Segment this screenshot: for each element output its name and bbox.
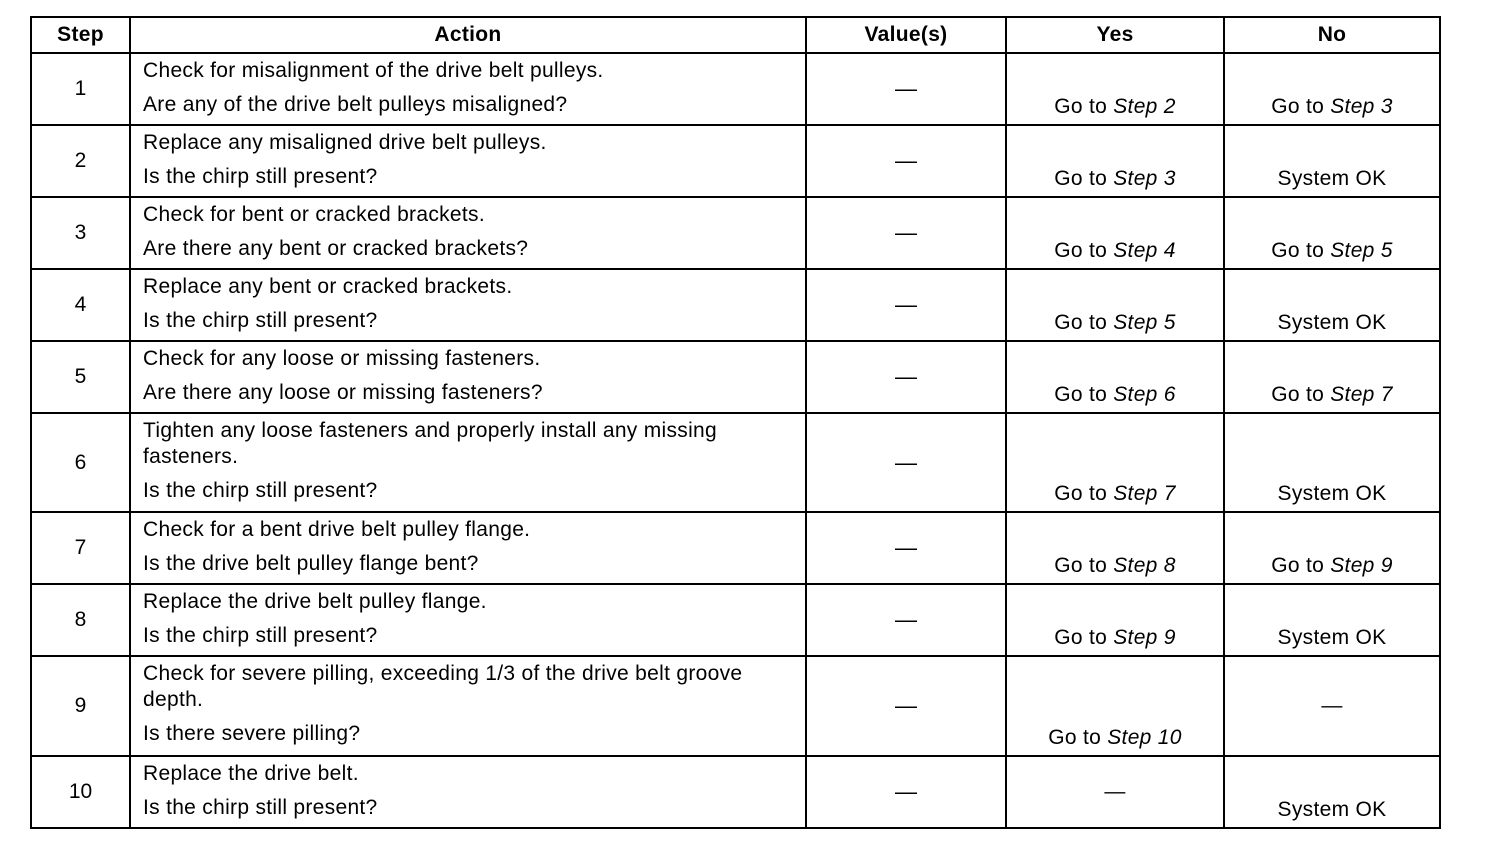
action-check: Check for bent or cracked brackets. xyxy=(143,203,485,226)
table-row xyxy=(31,584,1440,656)
yes-prefix: Go to xyxy=(1054,311,1108,334)
action-cell xyxy=(130,656,806,756)
yes-step-link: Step 4 xyxy=(1113,239,1176,262)
table-row xyxy=(31,413,1440,512)
header-action: Action xyxy=(130,17,806,53)
action-check: Replace any bent or cracked brackets. xyxy=(143,275,513,298)
value-cell: — xyxy=(806,341,1006,413)
table-row xyxy=(31,512,1440,584)
value-cell: — xyxy=(806,269,1006,341)
action-check: Check for any loose or missing fasteners. xyxy=(143,347,541,370)
action-cell xyxy=(130,512,806,584)
action-question: Are there any loose or missing fasteners? xyxy=(143,381,543,404)
yes-step-link: Step 10 xyxy=(1107,726,1182,749)
no-cell: System OK xyxy=(1224,413,1440,512)
value-cell: — xyxy=(806,53,1006,125)
action-question: Is the chirp still present? xyxy=(143,309,378,332)
yes-cell xyxy=(1006,656,1224,756)
yes-step-link: Step 9 xyxy=(1113,626,1176,649)
action-check: Replace the drive belt. xyxy=(143,762,359,785)
yes-cell xyxy=(1006,584,1224,656)
action-cell xyxy=(130,584,806,656)
table-row xyxy=(31,197,1440,269)
yes-step-link: Step 5 xyxy=(1113,311,1176,334)
action-cell xyxy=(130,756,806,828)
action-question: Is the chirp still present? xyxy=(143,479,378,502)
no-cell xyxy=(1224,512,1440,584)
header-values: Value(s) xyxy=(806,17,1006,53)
yes-prefix: Go to xyxy=(1054,167,1108,190)
action-check: Replace any misaligned drive belt pulleys. xyxy=(143,131,547,154)
action-check: Check for a bent drive belt pulley flange. xyxy=(143,518,531,541)
no-step-link: Step 9 xyxy=(1330,554,1393,577)
no-step-link: Step 3 xyxy=(1330,95,1393,118)
no-step-link: Step 7 xyxy=(1330,383,1393,406)
table-row xyxy=(31,341,1440,413)
no-cell: — xyxy=(1224,656,1440,756)
action-cell xyxy=(130,197,806,269)
yes-cell xyxy=(1006,53,1224,125)
yes-prefix: Go to xyxy=(1054,95,1108,118)
action-check: Replace the drive belt pulley flange. xyxy=(143,590,487,613)
value-cell: — xyxy=(806,197,1006,269)
no-cell: System OK xyxy=(1224,584,1440,656)
value-cell: — xyxy=(806,512,1006,584)
action-cell xyxy=(130,413,806,512)
yes-prefix: Go to xyxy=(1054,626,1108,649)
yes-cell xyxy=(1006,413,1224,512)
action-question: Are any of the drive belt pulleys misaligned? xyxy=(143,93,568,116)
header-yes: Yes xyxy=(1006,17,1224,53)
action-question: Are there any bent or cracked brackets? xyxy=(143,237,529,260)
step-number: 5 xyxy=(31,341,130,413)
yes-prefix: Go to xyxy=(1054,383,1108,406)
no-step-link: Step 5 xyxy=(1330,239,1393,262)
value-cell: — xyxy=(806,656,1006,756)
yes-step-link: Step 7 xyxy=(1113,482,1176,505)
no-cell xyxy=(1224,53,1440,125)
value-cell: — xyxy=(806,584,1006,656)
header-row xyxy=(31,17,1440,53)
yes-cell xyxy=(1006,197,1224,269)
step-number: 6 xyxy=(31,413,130,512)
header-no: No xyxy=(1224,17,1440,53)
header-step: Step xyxy=(31,17,130,53)
step-number: 2 xyxy=(31,125,130,197)
yes-prefix: Go to xyxy=(1048,726,1102,749)
step-number: 4 xyxy=(31,269,130,341)
yes-step-link: Step 6 xyxy=(1113,383,1176,406)
step-number: 3 xyxy=(31,197,130,269)
no-prefix: Go to xyxy=(1271,239,1325,262)
yes-prefix: Go to xyxy=(1054,554,1108,577)
yes-step-link: Step 3 xyxy=(1113,167,1176,190)
no-prefix: Go to xyxy=(1271,383,1325,406)
value-cell: — xyxy=(806,756,1006,828)
no-cell xyxy=(1224,341,1440,413)
table-row xyxy=(31,756,1440,828)
no-prefix: Go to xyxy=(1271,554,1325,577)
yes-prefix: Go to xyxy=(1054,239,1108,262)
action-question: Is the chirp still present? xyxy=(143,165,378,188)
diagnostic-table xyxy=(30,16,1441,829)
yes-cell xyxy=(1006,269,1224,341)
value-cell: — xyxy=(806,125,1006,197)
action-check: Check for severe pilling, exceeding 1/3 of the drive belt groove depth. xyxy=(143,662,743,711)
no-cell: System OK xyxy=(1224,269,1440,341)
action-check: Check for misalignment of the drive belt pulleys. xyxy=(143,59,604,82)
yes-cell: — xyxy=(1006,756,1224,828)
no-cell: System OK xyxy=(1224,756,1440,828)
step-number: 8 xyxy=(31,584,130,656)
no-prefix: Go to xyxy=(1271,95,1325,118)
step-number: 1 xyxy=(31,53,130,125)
action-cell xyxy=(130,269,806,341)
yes-cell xyxy=(1006,512,1224,584)
table-row xyxy=(31,656,1440,756)
action-question: Is there severe pilling? xyxy=(143,722,361,745)
table-row xyxy=(31,53,1440,125)
yes-cell xyxy=(1006,125,1224,197)
action-check: Tighten any loose fasteners and properly install any missing fasteners. xyxy=(143,419,718,468)
step-number: 9 xyxy=(31,656,130,756)
step-number: 10 xyxy=(31,756,130,828)
action-question: Is the chirp still present? xyxy=(143,796,378,819)
no-cell: System OK xyxy=(1224,125,1440,197)
table-row xyxy=(31,125,1440,197)
action-cell xyxy=(130,53,806,125)
step-number: 7 xyxy=(31,512,130,584)
yes-step-link: Step 8 xyxy=(1113,554,1176,577)
action-cell xyxy=(130,341,806,413)
yes-cell xyxy=(1006,341,1224,413)
yes-prefix: Go to xyxy=(1054,482,1108,505)
action-question: Is the chirp still present? xyxy=(143,624,378,647)
table-row xyxy=(31,269,1440,341)
yes-step-link: Step 2 xyxy=(1113,95,1176,118)
action-question: Is the drive belt pulley flange bent? xyxy=(143,552,479,575)
no-cell xyxy=(1224,197,1440,269)
action-cell xyxy=(130,125,806,197)
value-cell: — xyxy=(806,413,1006,512)
